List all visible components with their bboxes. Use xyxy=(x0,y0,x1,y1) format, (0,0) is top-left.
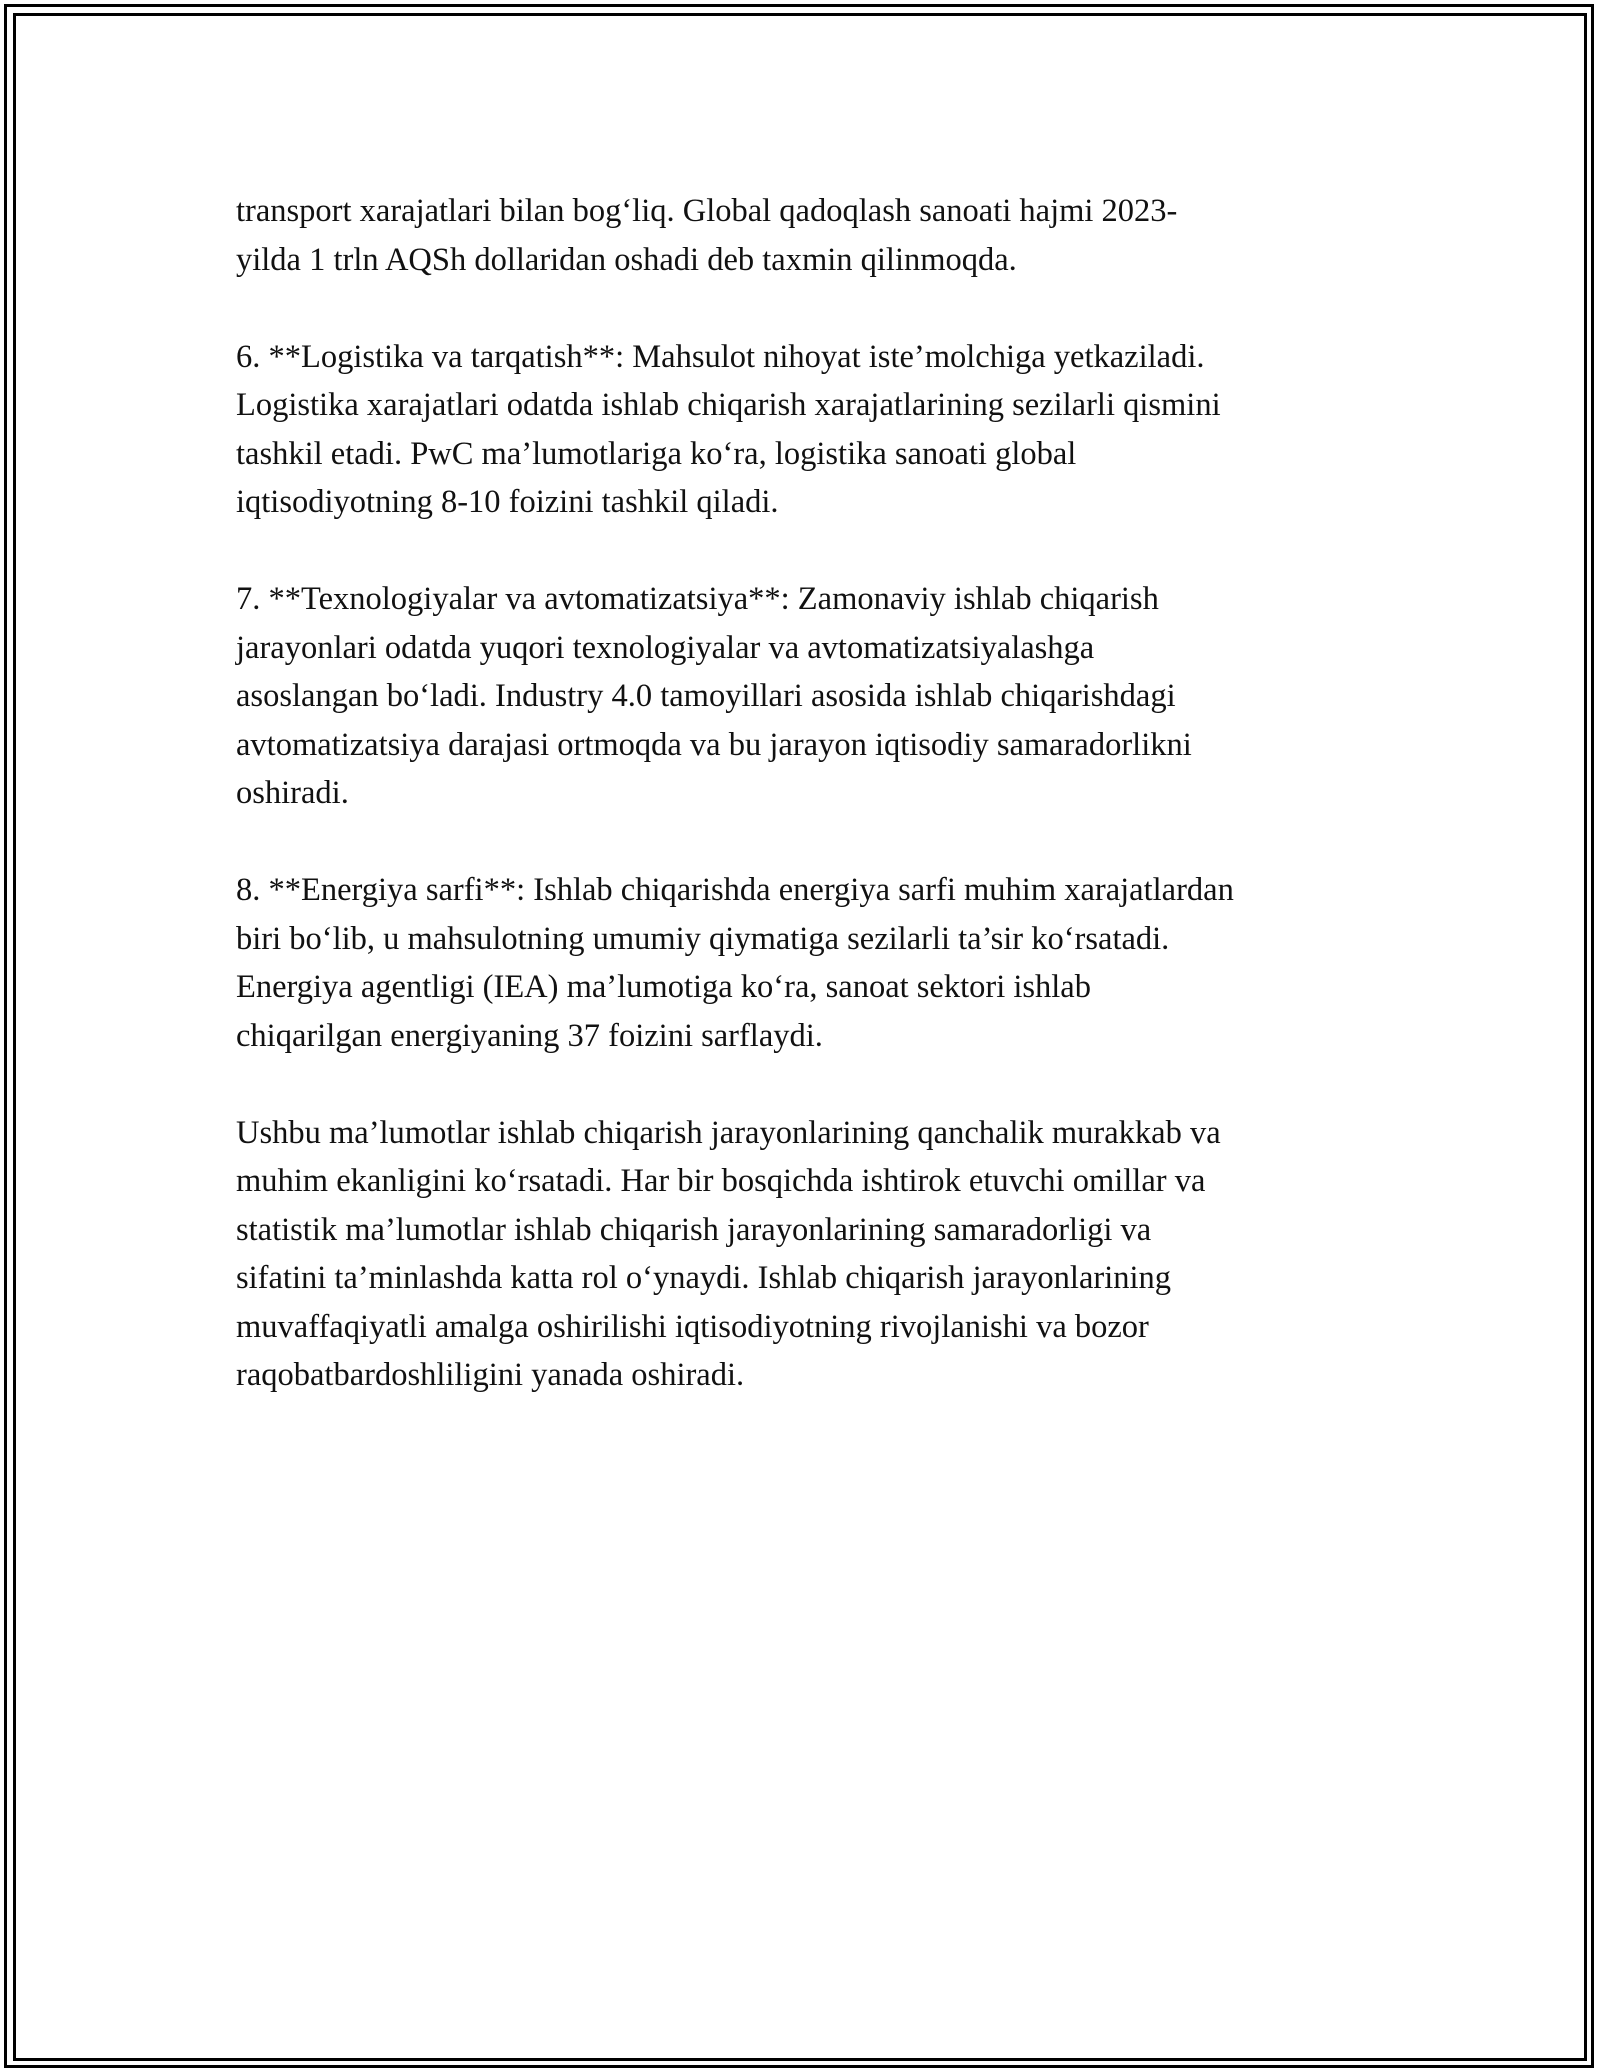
document-body xyxy=(236,187,1386,1448)
paragraph-conclusion: Ushbu ma’lumotlar ishlab chiqarish jarayonlarining qanchalik murakkab va muhim ekanligini ko‘rsatadi. Har bir bosqichda ishtirok etuvchi omillar va statistik ma’lumotlar ishlab chiqarish jarayonlarining samaradorligi va sifatini ta’minlashda katta rol o‘ynaydi. Ishlab chiqarish jarayonlarining muvaffaqiyatli amalga oshirilishi iqtisodiyotning rivojlanishi va bozor raqobatbardoshliligini yanada oshiradi. xyxy=(236,1114,1221,1393)
paragraph-technologies: 7. **Texnologiyalar va avtomatizatsiya**: Zamonaviy ishlab chiqarish jarayonlari odatda yuqori texnologiyalar va avtomatizatsiyalashga asoslangan bo‘ladi. Industry 4.0 tamoyillari asosida ishlab chiqarishdagi avtomatizatsiya darajasi ortmoqda va bu jarayon iqtisodiy samaradorlikni oshiradi. xyxy=(236,581,1192,811)
paragraph-energy: 8. **Energiya sarfi**: Ishlab chiqarishda energiya sarfi muhim xarajatlardan biri bo‘lib, u mahsulotning umumiy qiymatiga sezilarli ta’sir ko‘rsatadi. Energiya agentligi (IEA) ma’lumotiga ko‘ra, sanoat sektori ishlab chiqarilgan energiyaning 37 foizini sarflaydi. xyxy=(236,872,1234,1054)
paragraph-packaging-continuation: transport xarajatlari bilan bog‘liq. Global qadoqlash sanoati hajmi 2023- yilda 1 trln AQSh dollaridan oshadi deb taxmin qilinmoqda. xyxy=(236,193,1178,278)
paragraph-logistics: 6. **Logistika va tarqatish**: Mahsulot nihoyat iste’molchiga yetkaziladi. Logistika xarajatlari odatda ishlab chiqarish xarajatlarining sezilarli qismini tashkil etadi. PwC ma’lumotlariga ko‘ra, logistika sanoati global iqtisodiyotning 8-10 foizini tashkil qiladi. xyxy=(236,338,1221,520)
